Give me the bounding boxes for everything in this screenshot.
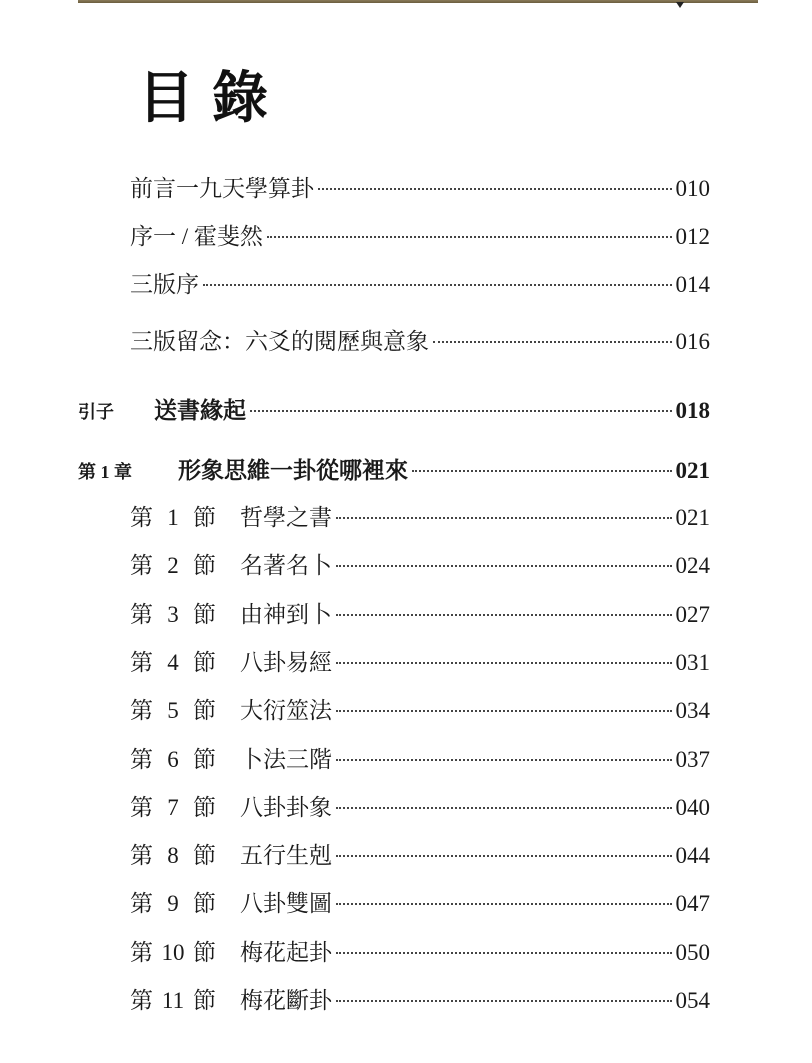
section-prefix: 第 (130, 939, 153, 965)
section-number (130, 885, 240, 918)
top-rule (78, 0, 758, 3)
toc-entry-page: 027 (675, 601, 710, 627)
toc-entry-section[interactable] (130, 837, 710, 870)
section-suffix: 節 (193, 843, 216, 869)
dot-leader (336, 710, 672, 712)
section-prefix: 第 (130, 794, 153, 820)
dot-leader (336, 807, 672, 809)
section-number (130, 837, 240, 870)
section-prefix: 第 (130, 746, 153, 772)
section-suffix: 節 (193, 601, 216, 627)
toc-entry-section[interactable] (130, 547, 710, 580)
section-title: 八卦卦象 (240, 794, 332, 820)
toc-entry-page: 031 (675, 649, 710, 675)
toc-entry-page: 016 (675, 329, 710, 354)
section-prefix: 第 (130, 601, 153, 627)
section-suffix: 節 (193, 553, 216, 579)
dot-leader (336, 517, 672, 519)
toc-entry-section[interactable] (130, 789, 710, 822)
toc-entry-page: 054 (675, 988, 710, 1013)
toc-entry-label (78, 392, 246, 425)
dot-leader (336, 759, 672, 761)
toc-entry-page: 024 (675, 553, 710, 579)
section-suffix: 節 (193, 505, 216, 530)
toc-entry-chapter-1[interactable] (78, 452, 710, 485)
section-prefix: 第 (130, 891, 153, 917)
section-number (130, 596, 240, 629)
toc-entry-label (130, 499, 332, 532)
section-digit: 5 (167, 698, 179, 724)
toc-entry-section[interactable] (130, 596, 710, 629)
toc-entry-page: 012 (675, 224, 710, 249)
section-digit: 2 (167, 553, 179, 579)
toc-entry-label (130, 547, 332, 580)
section-title: 名著名卜 (240, 553, 332, 579)
section-title: 梅花起卦 (240, 939, 332, 965)
section-suffix: 節 (193, 891, 216, 917)
section-suffix: 節 (193, 698, 216, 724)
toc-entry-label (130, 885, 332, 918)
toc-entry-section[interactable] (130, 982, 710, 1015)
section-prefix: 第 (130, 698, 153, 724)
section-prefix: 第 (130, 553, 153, 579)
toc-entry-label: 三版序 (130, 272, 199, 297)
section-digit: 8 (167, 843, 179, 869)
toc-entry-section[interactable] (130, 692, 710, 725)
section-number (130, 644, 240, 677)
section-title: 卜法三階 (240, 746, 332, 772)
dot-leader (336, 855, 672, 857)
page-title: 目錄 (138, 65, 286, 131)
section-suffix: 節 (193, 988, 216, 1013)
toc-entry-page: 044 (675, 843, 710, 869)
toc-entry-section[interactable] (130, 885, 710, 918)
toc-entry-label (78, 452, 408, 485)
section-title: 大衍筮法 (240, 698, 332, 724)
section-digit: 9 (167, 891, 179, 917)
toc-entry-section[interactable] (130, 644, 710, 677)
section-suffix: 節 (193, 939, 216, 965)
section-number (130, 499, 240, 532)
toc-entry-page: 050 (675, 939, 710, 965)
toc-entry-page: 021 (675, 505, 710, 530)
toc-entry-label (130, 741, 332, 774)
toc-entry-preface[interactable] (130, 170, 710, 203)
dot-leader (203, 284, 672, 286)
toc-entry-section[interactable] (130, 741, 710, 774)
section-number (130, 982, 240, 1015)
section-title: 八卦雙圖 (240, 891, 332, 917)
toc-entry-page: 037 (675, 746, 710, 772)
toc-entry-page: 014 (675, 272, 710, 297)
dot-leader (336, 662, 672, 664)
section-title: 八卦易經 (240, 649, 332, 675)
toc-entry-third-edition-preface[interactable] (130, 266, 710, 299)
toc-entry-label (130, 934, 332, 967)
section-digit: 4 (167, 649, 179, 675)
section-digit: 6 (167, 746, 179, 772)
dot-leader (412, 470, 672, 472)
dot-leader (336, 614, 672, 616)
section-title: 哲學之書 (240, 505, 332, 530)
toc-entry-page: 034 (675, 698, 710, 724)
section-digit: 7 (167, 794, 179, 820)
intro-title: 送書緣起 (154, 398, 246, 423)
toc-entry-intro[interactable] (78, 392, 710, 425)
section-number (130, 741, 240, 774)
toc-entry-label: 序一 / 霍斐然 (130, 224, 263, 249)
dot-leader (336, 1000, 672, 1002)
toc-entry-label: 三版留念：六爻的閱歷與意象 (130, 329, 429, 354)
chapter-prefix: 第 1 章 (78, 462, 132, 482)
toc-entry-page: 047 (675, 891, 710, 917)
section-title: 由神到卜 (240, 601, 332, 627)
top-mark (676, 2, 684, 8)
toc-entry-foreword[interactable] (130, 218, 710, 251)
section-number (130, 934, 240, 967)
section-suffix: 節 (193, 746, 216, 772)
dot-leader (336, 565, 672, 567)
chapter-title: 形象思維一卦從哪裡來 (178, 458, 408, 483)
toc-entry-page: 018 (675, 398, 710, 423)
section-prefix: 第 (130, 988, 153, 1013)
section-suffix: 節 (193, 649, 216, 675)
toc-entry-page: 040 (675, 794, 710, 820)
section-prefix: 第 (130, 505, 153, 530)
toc-entry-label: 前言一九天學算卦 (130, 176, 314, 201)
section-number (130, 789, 240, 822)
dot-leader (318, 188, 672, 190)
dot-leader (433, 341, 672, 343)
dot-leader (267, 236, 672, 238)
toc-entry-section[interactable] (130, 934, 710, 967)
toc-entry-label (130, 644, 332, 677)
toc-entry-label (130, 596, 332, 629)
toc-entry-label (130, 837, 332, 870)
section-prefix: 第 (130, 843, 153, 869)
section-digit: 3 (167, 601, 179, 627)
toc-entry-label (130, 789, 332, 822)
section-number (130, 547, 240, 580)
section-title: 五行生剋 (240, 843, 332, 869)
section-digit: 10 (161, 939, 185, 965)
toc-entry-page: 021 (675, 458, 710, 483)
section-number (130, 692, 240, 725)
toc-entry-third-edition-memento[interactable] (130, 323, 710, 356)
toc-entry-label (130, 692, 332, 725)
dot-leader (336, 952, 672, 954)
intro-prefix: 引子 (78, 402, 114, 422)
section-suffix: 節 (193, 794, 216, 820)
dot-leader (336, 903, 672, 905)
toc-entry-page: 010 (675, 176, 710, 201)
toc-entry-label (130, 982, 332, 1015)
section-digit: 1 (167, 505, 179, 530)
dot-leader (250, 410, 672, 412)
section-title: 梅花斷卦 (240, 988, 332, 1013)
section-prefix: 第 (130, 649, 153, 675)
section-digit: 11 (161, 988, 185, 1013)
toc-entry-section[interactable] (130, 499, 710, 532)
